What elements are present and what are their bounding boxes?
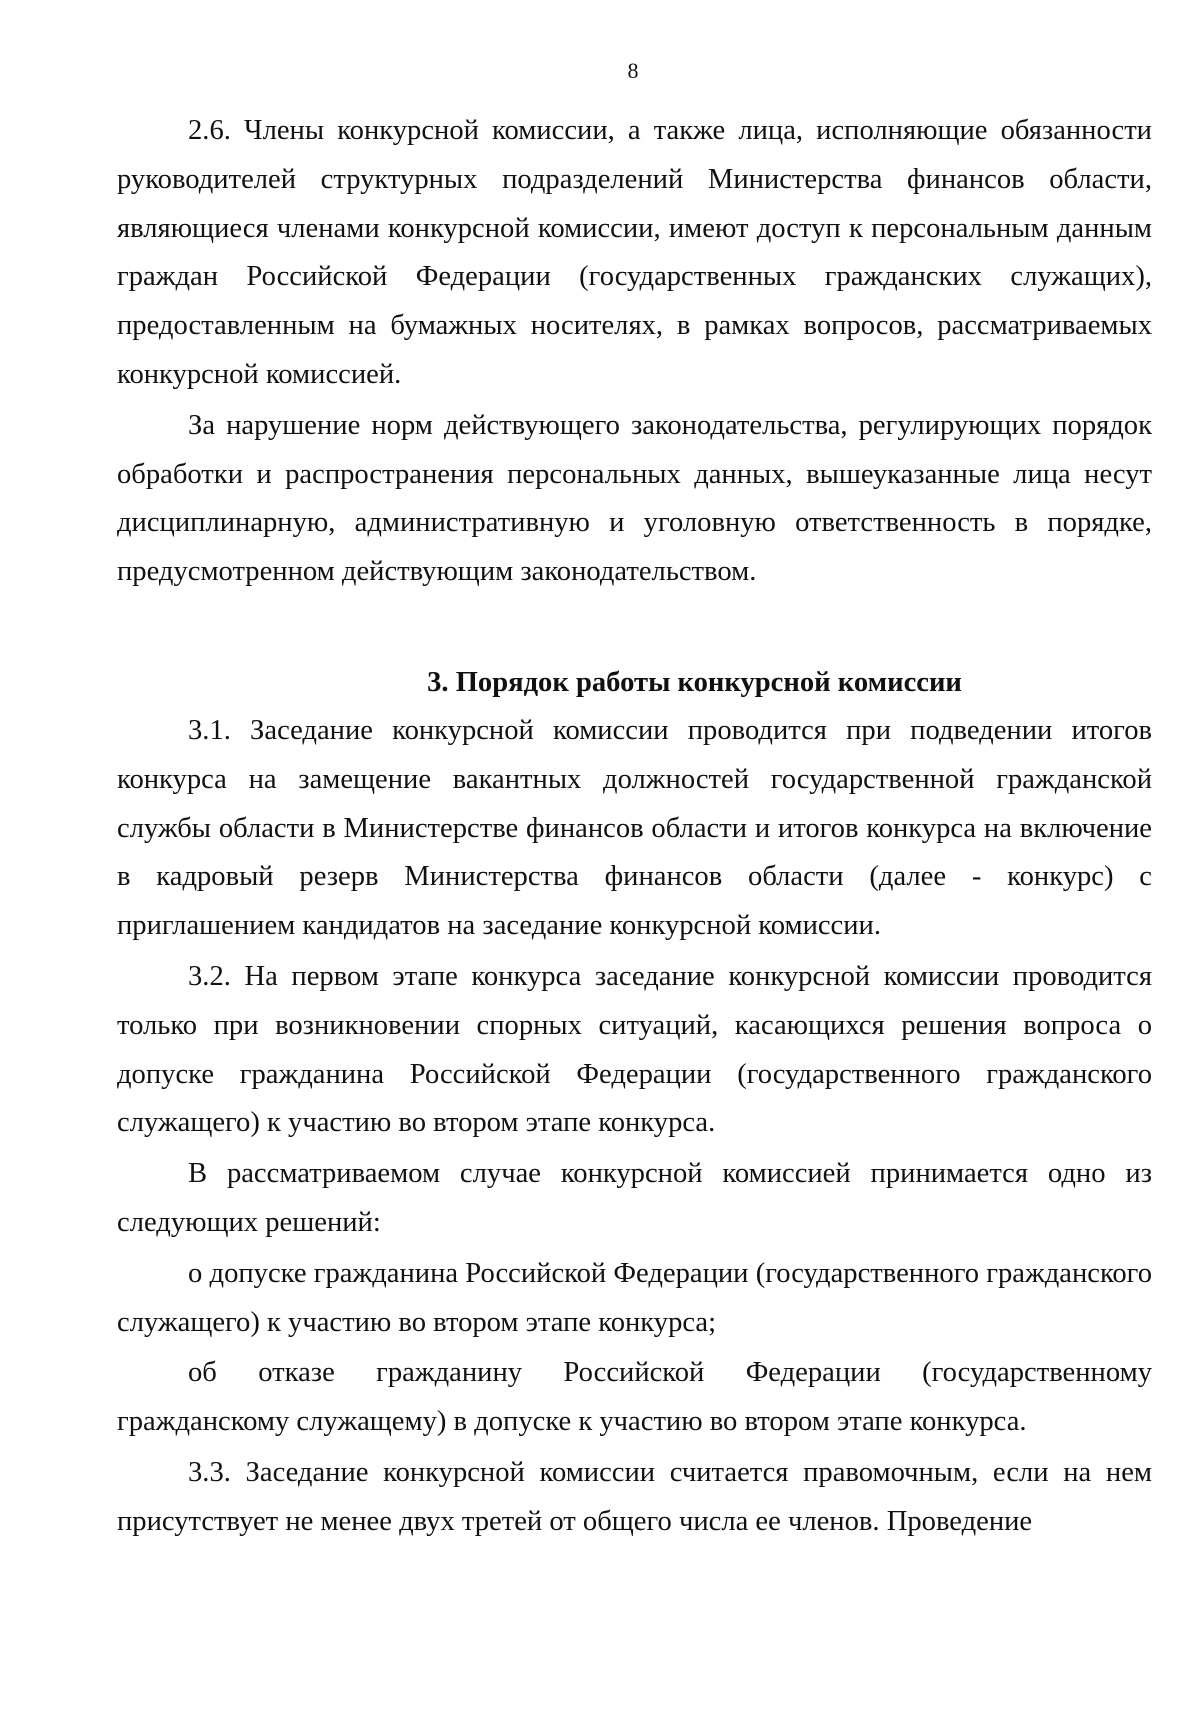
paragraph-3-3: 3.3. Заседание конкурсной комиссии считается правомочным, если на нем присутствует не менее двух третей от общего числа ее членов. Проведение xyxy=(117,1456,1152,1537)
paragraph-3-1: 3.1. Заседание конкурсной комиссии проводится при подведении итогов конкурса на замещение вакантных должностей государственной гражданской службы области в Министерстве финансов области и итогов конкурса на включение в кадровый резерв Министерства финансов области (далее - конкурс) с приглашением кандидатов на заседание конкурсной комиссии. xyxy=(117,714,1152,942)
paragraph-liability: За нарушение норм действующего законодательства, регулирующих порядок обработки и распространения персональных данных, вышеуказанные лица несут дисциплинарную, административную и уголовную ответственность в порядке, предусмотренном действующим законодательством. xyxy=(117,409,1152,588)
document-body xyxy=(117,107,1152,1547)
paragraph-2-6: 2.6. Члены конкурсной комиссии, а также лица, исполняющие обязанности руководителей структурных подразделений Министерства финансов области, являющиеся членами конкурсной комиссии, имеют доступ к персональным данным граждан Российской Федерации (государственных гражданских служащих), предоставленным на бумажных носителях, в рамках вопросов, рассматриваемых конкурсной комиссией. xyxy=(117,115,1152,390)
paragraph-decision-refuse: об отказе гражданину Российской Федерации (государственному гражданскому служащему) в допуске к участию во втором этапе конкурса. xyxy=(117,1357,1152,1438)
section-heading-3: 3. Порядок работы конкурсной комиссии xyxy=(427,666,962,698)
paragraph-decisions-intro: В рассматриваемом случае конкурсной комиссией принимается одно из следующих решений: xyxy=(117,1158,1152,1238)
page-number: 8 xyxy=(627,58,639,83)
paragraph-3-2: 3.2. На первом этапе конкурса заседание конкурсной комиссии проводится только при возникновении спорных ситуаций, касающихся решения вопроса о допуске гражданина Российской Федерации (государственного гражданского служащего) к участию во втором этапе конкурса. xyxy=(117,960,1152,1139)
paragraph-decision-admit: о допуске гражданина Российской Федерации (государственного гражданского служащего) к участию во втором этапе конкурса; xyxy=(117,1257,1152,1338)
